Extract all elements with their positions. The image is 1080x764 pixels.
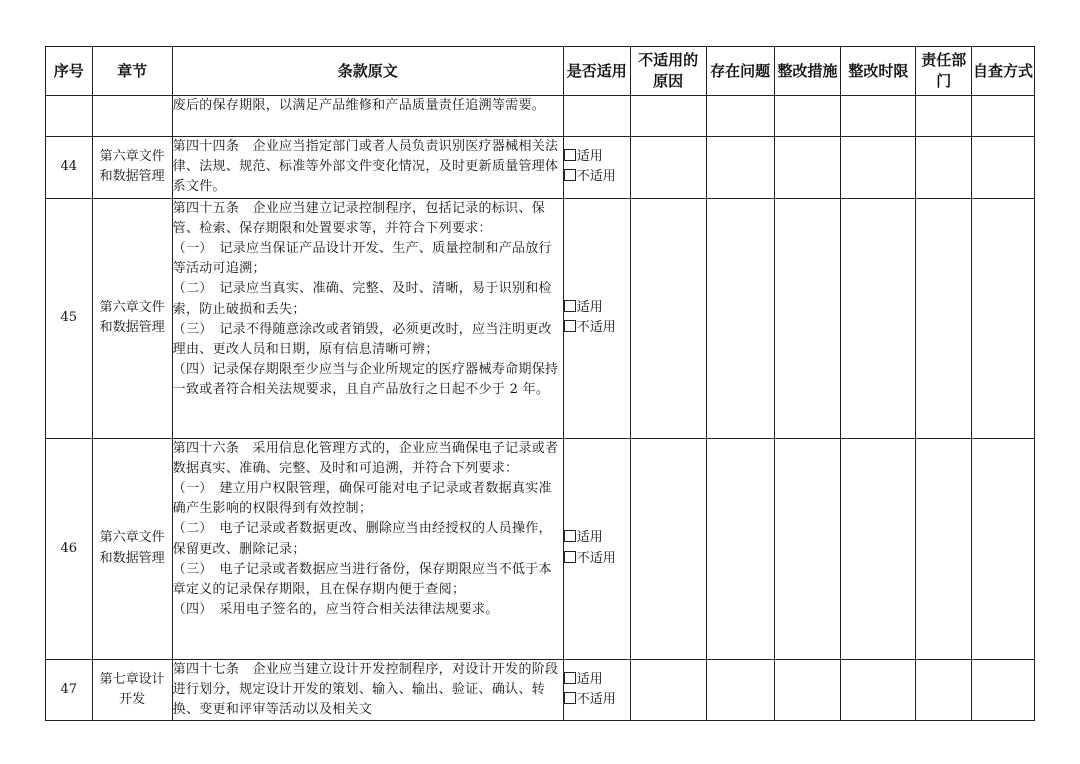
checkbox-square-icon[interactable] xyxy=(564,320,576,332)
checkbox-square-icon[interactable] xyxy=(564,300,576,312)
checkbox-label: 不适用 xyxy=(576,691,616,707)
row-clause xyxy=(172,198,563,438)
row-measure[interactable] xyxy=(774,96,841,137)
checkbox-not-applicable[interactable] xyxy=(564,690,630,710)
row-seq: 45 xyxy=(46,198,93,438)
row-chapter-text: 第七章设计开发 xyxy=(99,671,165,707)
header-dept: 责任部门 xyxy=(916,47,972,96)
checkbox-applicable[interactable] xyxy=(564,298,630,318)
header-chapter: 章节 xyxy=(92,47,172,96)
row-seq: 44 xyxy=(46,137,93,199)
row-dept[interactable] xyxy=(916,198,972,438)
row-measure[interactable] xyxy=(774,438,841,659)
checkbox-label: 不适用 xyxy=(576,169,616,185)
row-method[interactable] xyxy=(972,438,1035,659)
row-problem[interactable] xyxy=(706,137,774,199)
checkbox-label: 适用 xyxy=(576,299,603,315)
row-dept[interactable] xyxy=(916,96,972,137)
table-row xyxy=(46,198,1035,438)
checkbox-not-applicable[interactable] xyxy=(564,549,630,569)
header-reason: 不适用的原因 xyxy=(630,47,706,96)
row-chapter xyxy=(92,198,172,438)
row-reason[interactable] xyxy=(630,198,706,438)
row-seq: 46 xyxy=(46,438,93,659)
row-deadline[interactable] xyxy=(841,198,916,438)
checkbox-square-icon[interactable] xyxy=(564,692,576,704)
checkbox-square-icon[interactable] xyxy=(564,672,576,684)
row-measure[interactable] xyxy=(774,137,841,199)
row-clause xyxy=(172,438,563,659)
row-applicable xyxy=(563,438,630,659)
checkbox-square-icon[interactable] xyxy=(564,149,576,161)
row-clause-text: 第四十七条 企业应当建立设计开发控制程序，对设计开发的阶段进行划分，规定设计开发的策划、输入、输出、验证、确认、转换、变更和评审等活动以及相关文 xyxy=(172,661,559,718)
row-chapter xyxy=(92,659,172,721)
row-clause xyxy=(172,96,563,137)
row-method[interactable] xyxy=(972,137,1035,199)
checkbox-label: 不适用 xyxy=(576,550,616,566)
row-reason[interactable] xyxy=(630,438,706,659)
row-clause xyxy=(172,659,563,721)
table-row xyxy=(46,96,1035,137)
row-deadline[interactable] xyxy=(841,659,916,721)
checkbox-square-icon[interactable] xyxy=(564,169,576,181)
row-clause-text: 第四十五条 企业应当建立记录控制程序，包括记录的标识、保管、检索、保存期限和处置要求等，并符合下列要求： （一） 记录应当保证产品设计开发、生产、质量控制和产品放行等活动可追溯； （二） 记录应当真实、准确、完整、及时、清晰，易于识别和检索，防止破损和丢失； （三） 记录不得随意涂改或者销毁，必须更改时，应当注明更改理由、更改人员和日期，原有信息清晰可辨； （四）记录保存期限至少应当与企业所规定的医疗器械寿命期保持一致或者符合相关法规要求，且自产品放行之日起不少于 2 年。 xyxy=(172,200,559,398)
row-reason[interactable] xyxy=(630,96,706,137)
row-problem[interactable] xyxy=(706,96,774,137)
row-clause xyxy=(172,137,563,199)
row-reason[interactable] xyxy=(630,137,706,199)
checkbox-not-applicable[interactable] xyxy=(564,318,630,338)
row-chapter-text: 第六章文件和数据管理 xyxy=(99,149,165,185)
row-measure[interactable] xyxy=(774,659,841,721)
header-problem: 存在问题 xyxy=(706,47,774,96)
checkbox-applicable[interactable] xyxy=(564,147,630,167)
row-problem[interactable] xyxy=(706,198,774,438)
row-dept[interactable] xyxy=(916,438,972,659)
row-applicable xyxy=(563,659,630,721)
row-chapter xyxy=(92,96,172,137)
checkbox-label: 适用 xyxy=(576,530,603,546)
row-deadline[interactable] xyxy=(841,96,916,137)
row-deadline[interactable] xyxy=(841,137,916,199)
header-clause: 条款原文 xyxy=(172,47,563,96)
row-clause-text: 废后的保存期限，以满足产品维修和产品质量责任追溯等需要。 xyxy=(172,98,546,113)
row-chapter-text: 第六章文件和数据管理 xyxy=(99,530,165,566)
header-row xyxy=(46,47,1035,96)
table-row xyxy=(46,137,1035,199)
checkbox-label: 不适用 xyxy=(576,320,616,336)
checkbox-label: 适用 xyxy=(576,671,603,687)
self-inspection-table xyxy=(45,46,1035,721)
row-clause-text: 第四十六条 采用信息化管理方式的，企业应当确保电子记录或者数据真实、准确、完整、及时和可追溯，并符合下列要求： （一） 建立用户权限管理，确保可能对电子记录或者数据真实准确产生影响的权限得到有效控制； （二） 电子记录或者数据更改、删除应当由经授权的人员操作，保留更改、删除记录； （三） 电子记录或者数据应当进行备份，保存期限应当不低于本章定义的记录保存期限，且在保存期内便于查阅； （四） 采用电子签名的，应当符合相关法律法规要求。 xyxy=(172,440,559,618)
row-chapter-text: 第六章文件和数据管理 xyxy=(99,299,165,336)
row-seq xyxy=(46,96,93,137)
row-seq: 47 xyxy=(46,659,93,721)
header-measure: 整改措施 xyxy=(774,47,841,96)
checkbox-applicable[interactable] xyxy=(564,670,630,690)
row-applicable xyxy=(563,137,630,199)
row-chapter xyxy=(92,137,172,199)
row-dept[interactable] xyxy=(916,137,972,199)
row-method[interactable] xyxy=(972,198,1035,438)
header-applicable: 是否适用 xyxy=(563,47,630,96)
header-seq: 序号 xyxy=(46,47,93,96)
table-row xyxy=(46,659,1035,721)
checkbox-not-applicable[interactable] xyxy=(564,167,630,187)
header-method: 自查方式 xyxy=(972,47,1035,96)
checkbox-square-icon[interactable] xyxy=(564,530,576,542)
row-problem[interactable] xyxy=(706,438,774,659)
row-clause-text: 第四十四条 企业应当指定部门或者人员负责识别医疗器械相关法律、法规、规范、标准等外部文件变化情况，及时更新质量管理体系文件。 xyxy=(172,139,559,195)
row-reason[interactable] xyxy=(630,659,706,721)
header-deadline: 整改时限 xyxy=(841,47,916,96)
row-method[interactable] xyxy=(972,659,1035,721)
row-applicable xyxy=(563,198,630,438)
row-problem[interactable] xyxy=(706,659,774,721)
row-measure[interactable] xyxy=(774,198,841,438)
row-method[interactable] xyxy=(972,96,1035,137)
table-body xyxy=(46,96,1035,721)
row-applicable xyxy=(563,96,630,137)
row-deadline[interactable] xyxy=(841,438,916,659)
checkbox-applicable[interactable] xyxy=(564,528,630,548)
row-chapter xyxy=(92,438,172,659)
checkbox-square-icon[interactable] xyxy=(564,551,576,563)
checkbox-label: 适用 xyxy=(576,149,603,165)
row-dept[interactable] xyxy=(916,659,972,721)
table-row xyxy=(46,438,1035,659)
